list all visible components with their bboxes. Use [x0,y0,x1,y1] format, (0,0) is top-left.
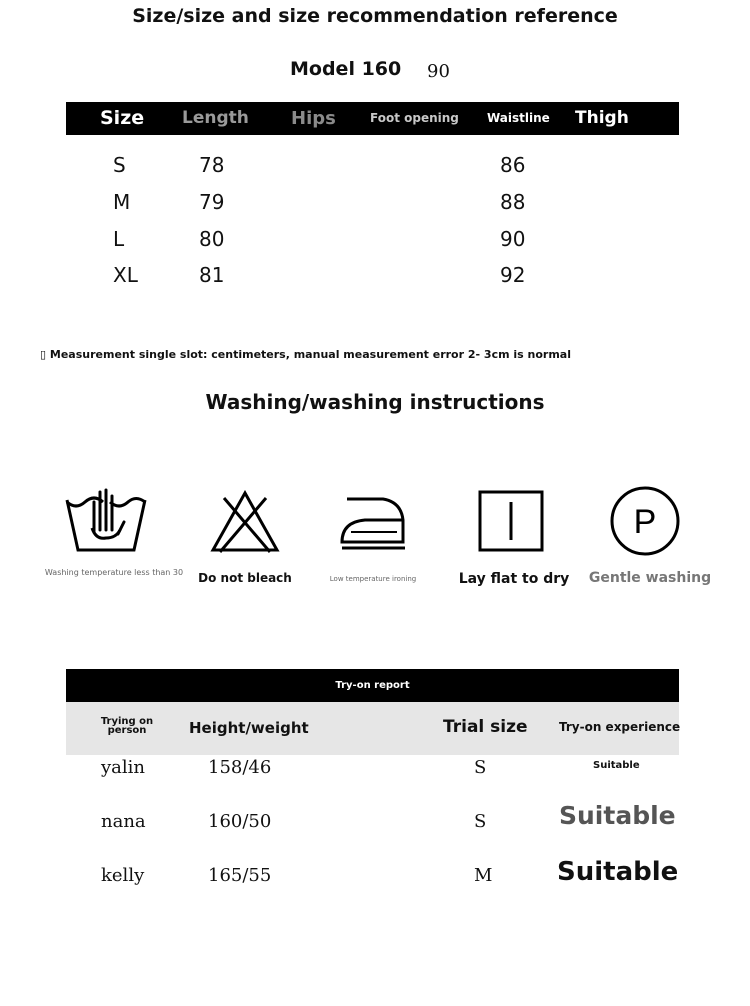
waistline-cell: 86 [500,153,526,177]
wash-caption-hand: Washing temperature less than 30 [44,568,184,577]
height-weight-cell: 165/55 [208,865,272,886]
wash-caption-bleach: Do not bleach [198,571,292,585]
header-person: Trying on person [100,716,154,736]
wash-caption-iron: Low temperature ironing [329,575,417,583]
size-table-header [66,102,679,135]
header-experience: Try-on experience [559,720,681,734]
header-waistline: Waistline [487,111,550,125]
trial-size-cell: S [474,757,487,778]
p-symbol: P [633,503,657,541]
gentle-wash-p-icon [609,485,681,557]
header-size: Size [100,107,145,129]
size-chart-title: Size/size and size recommendation reference [132,5,618,27]
experience-cell: Suitable [593,760,640,771]
person-cell: yalin [101,757,146,778]
trial-size-cell: S [474,811,487,832]
header-height-weight: Height/weight [189,719,309,737]
length-cell: 79 [199,190,225,214]
lay-flat-dry-icon [478,490,544,552]
experience-cell: Suitable [559,801,676,830]
tryon-title: Try-on report [66,669,679,702]
measurement-note: ▯ Measurement single slot: centimeters, manual measurement error 2- 3cm is normal [40,348,571,361]
hand-wash-icon [64,488,148,554]
size-cell: XL [113,263,138,287]
header-length: Length [182,108,249,128]
waistline-cell: 90 [500,227,526,251]
tryon-header [66,702,679,755]
size-cell: S [113,153,126,177]
person-cell: kelly [101,865,145,886]
height-weight-cell: 158/46 [208,757,272,778]
trial-size-cell: M [474,865,493,886]
length-cell: 78 [199,153,225,177]
model-value: 90 [427,61,450,82]
experience-cell: Suitable [557,857,679,887]
header-trial-size: Trial size [443,717,528,737]
length-cell: 80 [199,227,225,251]
wash-caption-dry: Lay flat to dry [458,571,570,587]
iron-low-icon [339,494,407,550]
size-cell: M [113,190,131,214]
waistline-cell: 88 [500,190,526,214]
header-thigh: Thigh [575,108,629,128]
header-hips: Hips [291,108,336,129]
person-cell: nana [101,811,146,832]
length-cell: 81 [199,263,225,287]
wash-caption-gentle: Gentle washing [588,570,712,586]
waistline-cell: 92 [500,263,526,287]
height-weight-cell: 160/50 [208,811,272,832]
header-foot-opening: Foot opening [370,111,459,125]
model-label: Model 160 [290,58,402,80]
washing-title: Washing/washing instructions [205,390,545,414]
no-bleach-icon [210,490,280,554]
size-cell: L [113,227,125,251]
